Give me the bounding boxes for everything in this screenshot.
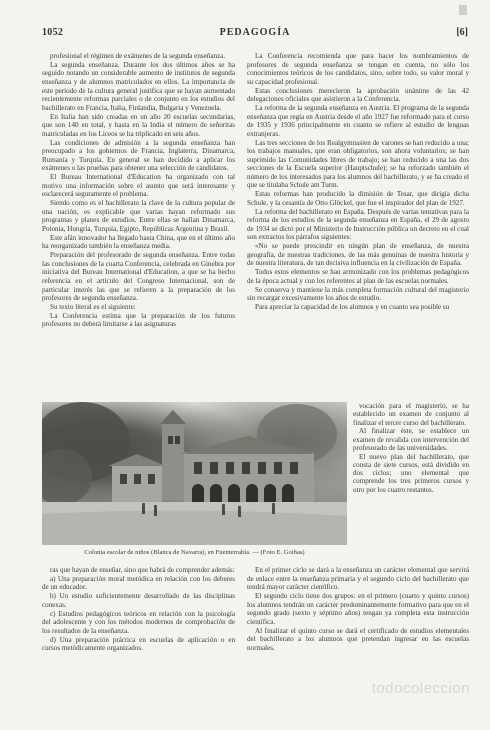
school-colony-photo (42, 402, 347, 545)
paragraph: «No se puede prescindir en ningún plan de enseñanza, de nuestra geografía, de nuestras tradiciones, de las más genuinas de nuestra historia y de nuestra literatura, de tan decisiva influencia en la civilización de España. (247, 242, 469, 268)
paragraph: La reforma del bachillerato en España. Después de varias tentativas para la reforma de los estudios de la segunda enseñanza en España, el 29 de agosto de 1934 se dictó por el Ministerio de Instrucción pública un decreto en el cual son extractos los párrafos siguientes: (247, 207, 469, 242)
paragraph: profesional el régimen de exámenes de la segunda enseñanza. (50, 52, 226, 60)
paragraph: La Conferencia recomienda que para hacer los nombramientos de profesores de segunda enseñanza se tengan en cuenta, no sólo los conocimientos teóricos de los candidatos, sino, sobre todo, su valor moral y su capacidad profesional. (247, 52, 469, 86)
paragraph: Preparación del profesorado de segunda enseñanza. Entre todas las conclusiones de la cuarta Conferencia, celebrada en Ginebra por iniciativa del Bureau International d'Education, a que se ha hecho referencia en el artículo del Congreso Internacional, son de particular interés las que se refieren a la preparación de los profesores de segunda enseñanza. (42, 251, 235, 303)
paragraph: El segundo ciclo tiene dos grupos: en el primero (cuarto y quinto cursos) los alumnos tendrán un carácter predominantemente formativo para que en el segundo grado (sexto y séptimo años) tengan ya completa esta instrucción científica. (247, 592, 469, 626)
page-header (42, 27, 468, 41)
paragraph: Para apreciar la capacidad de los alumnos y en cuanto sea posible su (255, 303, 450, 312)
paragraph: La Conferencia estima que la preparación de los futuros profesores no deberá limitarse a las asignaturas (42, 311, 235, 329)
paragraph: La reforma de la segunda enseñanza en Austria. El programa de la segunda enseñanza que regía en Austria desde el año 1927 fue reformado para el curso de 1935 y 1936 principalmente en cuanto se refiere al estudio de lenguas extranjeras. (247, 104, 469, 138)
paragraph: Siendo como es el bachillerato la clave de la cultura popular de una nación, es explicable que varias hayan reformado sus programas y planes de estudios. Entre ellas se hallan Dinamarca, Polonia, Hungría, Turquía, Egipto, Repúblicas Argentina y Brasil. (42, 199, 235, 233)
text-column-left (42, 52, 235, 396)
paragraph: Estas reformas han producido la dimisión de Tesar, que dirigía dicha Schule, y la cesantía de Otto Glöckel, que fue el inspirador del plan de 1927. (247, 190, 469, 207)
paragraph: c) Estudios pedagógicos teóricos en relación con la psicología del adolescente y con los métodos modernos de comprobación de los resultados de la enseñanza. (42, 609, 235, 635)
paragraph: En Italia han sido creadas en un año 20 escuelas secundarias, que son 140 en total, y hasta en la India el número de señoritas matriculadas en los Liceos se ha triplicado en seis años. (42, 112, 235, 138)
paragraph: El nuevo plan del bachillerato, que consta de siete cursos, está dividido en dos ciclos; uno elemental que comprende los tres primeros cursos y otro por los cuatro restantes. (353, 452, 469, 494)
paragraph: El Bureau International d'Education ha organizado con tal motivo una información sobre el asunto que será interesante y esclarecerá seguramente el problema. (42, 173, 235, 199)
text-column-beside-photo (353, 402, 469, 565)
photo-illustration (42, 402, 347, 545)
page-title: PEDAGOGÍA (219, 27, 291, 38)
paragraph: d) Una preparación práctica en escuelas de aplicación o en cursos metódicamente organizados. (42, 635, 235, 653)
paragraph: vocación para el magisterio, se ha establecido un examen de conjunto al finalizar el tercer curso del bachillerato. (353, 402, 469, 427)
paragraph: Este afán innovador ha llegado hasta China, que en el último año ha reorganizado también la enseñanza media. (42, 233, 235, 251)
text-column-bottom-left (42, 566, 235, 714)
text-column-bottom-right (247, 566, 469, 681)
scan-mark (459, 5, 467, 15)
paragraph: Al finalizar el quinto curso se dará el certificado de estudios elementales del bachillerato a los alumnos que pretendan ingresar en las escuelas normales. (247, 626, 469, 652)
paragraph: b) Un estudio suficientemente desarrollado de las disciplinas conexas. (42, 592, 235, 609)
paragraph: Su texto literal es el siguiente: (50, 302, 136, 311)
watermark: todocoleccion (371, 680, 470, 697)
paragraph: Estas conclusiones merecieron la aprobación unánime de las 42 delegaciones oficiales que asistieron a la Conferencia. (247, 86, 469, 104)
paragraph: Se conserva y mantiene la más completa formación cultural del magisterio sin recargar excesivamente los años de estudio. (247, 285, 469, 303)
paragraph: a) Una preparación moral metódica en relación con los deberes de un educador. (42, 574, 235, 592)
paragraph: Las tres secciones de los Realgymnasien de varones se han reducido a una; los trabajos manuales, que eran obligatorios, son ahora voluntarios; se han suprimido las Comunidades libres de trabajo; se han reducido a una las dos secciones de la Escuela superior (Hauptschule); se ha reforzado también el número de los interesados para los alumnos del bachillerato, y se ha creado el que se titulaba Schule am Turm. (247, 138, 469, 190)
paragraph: En el primer ciclo se dará a la enseñanza un carácter elemental que servirá de enlace entre la enseñanza primaria y el segundo ciclo del bachillerato que tendrá mayor carácter científico. (247, 566, 469, 592)
photo-caption: Colonia escolar de niños (Blanca de Navarra), en Fuenterrabía. — (Foto E. Goiñas) (84, 549, 305, 556)
paragraph: La segunda enseñanza. Durante los dos últimos años se ha seguido notando un considerable aumento de institutos de segunda enseñanza y de alumnos matriculados en ellos. La importancia de este período de la cultura general justifica que se hayan aumentado recientemente reformas parciales o de conjunto en los estudios del bachillerato en Francia, Italia, Finlandia, Bulgaria y Venezuela. (42, 60, 235, 112)
paragraph: ras que hayan de enseñar, sino que habrá de comprender además: (50, 566, 235, 574)
paragraph: Al finalizar éste, se establece un examen de revalida con intervención del profesorado de las universidades. (353, 427, 469, 452)
paragraph: Todos estos elementos se han armonizado con los problemas pedagógicos de la época actual y con los referentes al plan de las escuelas normales. (247, 268, 469, 285)
paragraph: Las condiciones de admisión a la segunda enseñanza han preocupado a los gobiernos de Francia, Inglaterra, Dinamarca, Rumanía y Turquía. En general se han decidido a aplicar los exámenes o las pruebas para obtener una selección de candidatos. (42, 138, 235, 173)
section-number: [6] (456, 27, 468, 38)
text-column-right (247, 52, 469, 396)
page-number: 1052 (42, 27, 64, 38)
